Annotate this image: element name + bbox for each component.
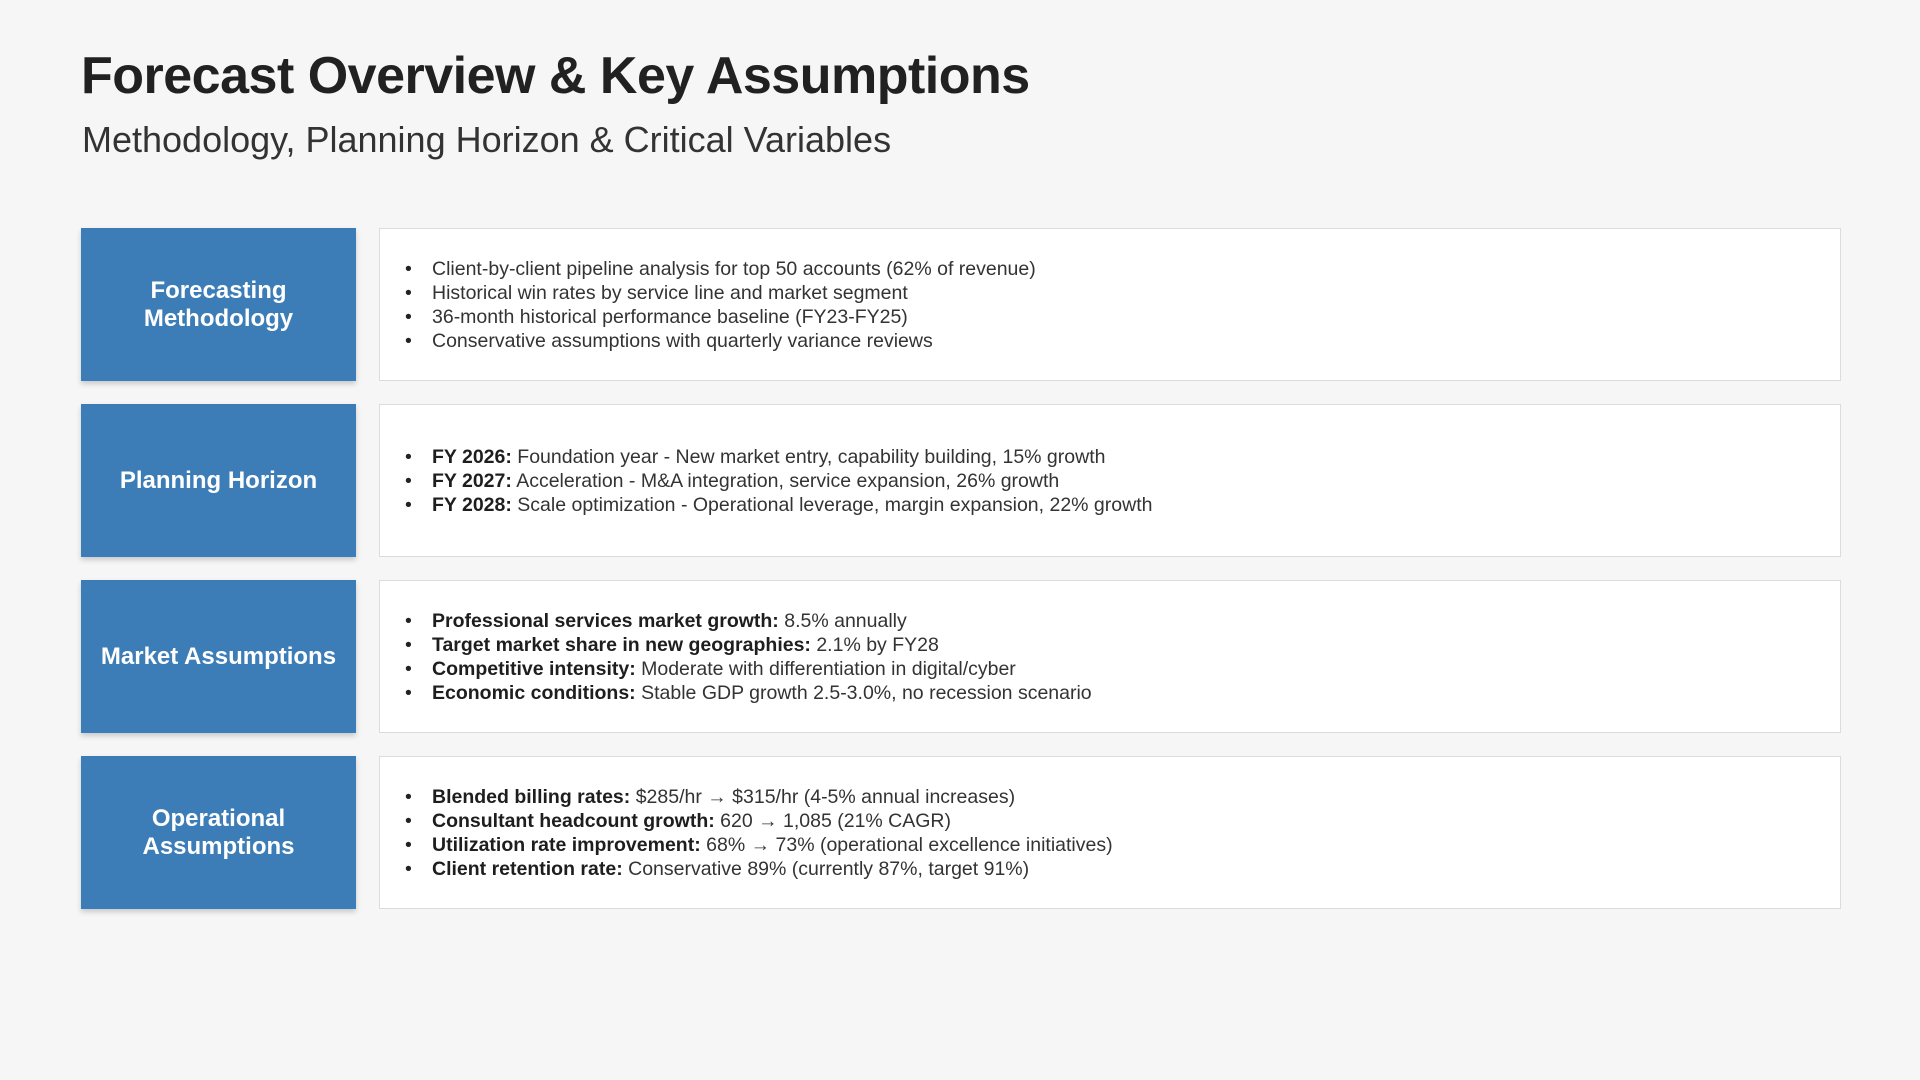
bullet-item — [402, 785, 1113, 809]
bullet-bold: FY 2026: — [432, 445, 512, 468]
bullet-list — [380, 445, 1152, 517]
bullet-item — [402, 633, 1092, 657]
bullet-text: 2.1% by FY28 — [810, 633, 939, 656]
bullet-item — [402, 681, 1092, 705]
section-label: Planning Horizon — [119, 466, 318, 494]
bullet-text: Moderate with differentiation in digital/cyber — [635, 657, 1016, 680]
bullet-text: Conservative assumptions with quarterly variance reviews — [432, 329, 933, 352]
bullet-bold: Blended billing rates: — [432, 785, 631, 808]
bullet-item — [402, 281, 1036, 305]
bullet-list — [380, 257, 1036, 353]
section-label-box — [81, 404, 356, 557]
section-label: Operational Assumptions — [142, 804, 295, 860]
assumption-sections — [81, 228, 1841, 932]
section-operational-assumptions — [81, 756, 1841, 909]
page-subtitle: Methodology, Planning Horizon & Critical Variables — [82, 119, 892, 160]
bullet-bold: Consultant headcount growth: — [432, 809, 715, 832]
bullet-bold: Client retention rate: — [432, 857, 623, 880]
page-title: Forecast Overview & Key Assumptions — [81, 47, 1030, 105]
section-label: Forecasting Methodology — [143, 276, 294, 332]
bullet-item — [402, 657, 1092, 681]
bullet-text: Scale optimization - Operational leverage, margin expansion, 22% growth — [511, 493, 1153, 516]
bullet-item — [402, 833, 1113, 857]
bullet-item — [402, 809, 1113, 833]
bullet-text: 68% → 73% (operational excellence initiatives) — [700, 833, 1113, 856]
bullet-bold: Economic conditions: — [432, 681, 636, 704]
bullet-text: $285/hr → $315/hr (4-5% annual increases) — [630, 785, 1016, 808]
section-label: Market Assumptions — [100, 642, 337, 670]
bullet-text: 8.5% annually — [778, 609, 907, 632]
section-label-box — [81, 756, 356, 909]
section-content — [379, 756, 1841, 909]
section-content — [379, 228, 1841, 381]
bullet-item — [402, 469, 1152, 493]
bullet-item — [402, 329, 1036, 353]
section-content — [379, 404, 1841, 557]
section-content — [379, 580, 1841, 733]
bullet-text: 620 → 1,085 (21% CAGR) — [714, 809, 952, 832]
bullet-bold: Target market share in new geographies: — [432, 633, 811, 656]
bullet-item — [402, 609, 1092, 633]
bullet-list — [380, 785, 1113, 881]
bullet-text: Historical win rates by service line and market segment — [432, 281, 908, 304]
bullet-bold: Professional services market growth: — [432, 609, 779, 632]
bullet-item — [402, 445, 1152, 469]
section-planning-horizon — [81, 404, 1841, 557]
bullet-text: Acceleration - M&A integration, service expansion, 26% growth — [511, 469, 1060, 492]
bullet-bold: FY 2028: — [432, 493, 512, 516]
section-label-box — [81, 228, 356, 381]
bullet-item — [402, 857, 1113, 881]
section-label-box — [81, 580, 356, 733]
bullet-item — [402, 257, 1036, 281]
bullet-bold: FY 2027: — [432, 469, 512, 492]
bullet-text: Client-by-client pipeline analysis for top 50 accounts (62% of revenue) — [432, 257, 1036, 280]
bullet-item — [402, 493, 1152, 517]
section-forecasting-methodology — [81, 228, 1841, 381]
bullet-bold: Competitive intensity: — [432, 657, 636, 680]
bullet-text: Stable GDP growth 2.5-3.0%, no recession scenario — [635, 681, 1092, 704]
bullet-text: 36-month historical performance baseline (FY23-FY25) — [432, 305, 908, 328]
bullet-text: Conservative 89% (currently 87%, target 91%) — [622, 857, 1030, 880]
bullet-list — [380, 609, 1092, 705]
bullet-item — [402, 305, 1036, 329]
bullet-text: Foundation year - New market entry, capability building, 15% growth — [511, 445, 1106, 468]
bullet-bold: Utilization rate improvement: — [432, 833, 701, 856]
section-market-assumptions — [81, 580, 1841, 733]
